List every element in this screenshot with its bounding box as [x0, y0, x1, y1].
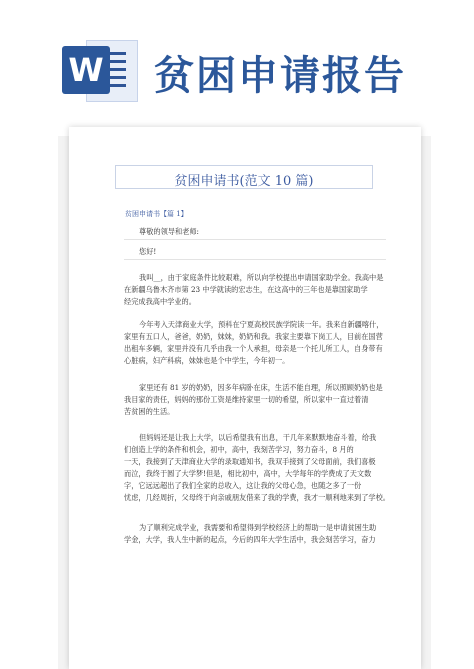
word-icon: [62, 38, 140, 102]
body-line: 心脏病，妇产科病，妹妹也是个中学生，今年初一。: [124, 356, 290, 365]
body-line: 我叫__，由于家庭条件比较艰难，所以向学校提出申请国家助学金。我高中是: [139, 273, 384, 282]
document-title: 贫困申请书(范文 10 篇): [174, 174, 314, 189]
body-line: 在新疆乌鲁木齐市第 23 中学就读的宏志生，在这高中的三年也是靠国家助学: [124, 285, 368, 294]
body-line: 字，它远远超出了我们全家的总收入，这让我的父母心急，也随之多了一份: [124, 481, 362, 490]
page-stack-left: [58, 136, 69, 669]
page-stack-right: [421, 136, 431, 669]
section-label: 贫困申请书【篇 1】: [125, 210, 188, 218]
body-line: 为了顺利完成学业，我需要和希望得到学校经济上的帮助一是申请贫困生助: [139, 523, 377, 532]
body-line: 而泣，我终于圆了大学梦!但是，相比初中，高中，大学每年的学费成了天文数: [124, 469, 372, 478]
document-title-box: [115, 165, 373, 189]
body-line: 出租车多辆，家里并没有几乎由我一个人承担，母亲是一个托儿所工人，自身带有: [124, 344, 383, 353]
body-line: 今年考入天津商业大学，预科在宁夏高校民族学院读一年。我来自新疆喀什，: [139, 320, 384, 329]
document-page: [69, 127, 421, 669]
greeting: 您好!: [139, 247, 157, 256]
salutation: 尊敬的领导和老师:: [139, 227, 199, 236]
word-letter-badge: W: [62, 46, 110, 94]
page-title: 贫困申请报告: [154, 53, 406, 99]
body-line: 一天，我接到了天津商业大学的录取通知书，我双手接到了父母面前，我们喜极: [124, 457, 376, 466]
body-line: 家里有五口人，爸爸，奶奶，妹妹，奶奶和我。我家主要靠下岗工人，目前在国营: [124, 332, 383, 341]
body-line: 苦贫困的生活。: [124, 407, 175, 416]
body-line: 家里还有 81 岁的奶奶，因多年病卧在床，生活不能自理，所以照顾奶奶也是: [139, 383, 383, 392]
body-line: 们创造上学的条件和机会，初中，高中，我刻苦学习，努力奋斗，8 月的: [124, 445, 354, 454]
body-line: 忧虑，几经周折，父母终于向亲戚朋友借来了我的学费，我才一顺利地来到了学校。: [124, 493, 390, 502]
body-line: 经完成我高中学业的。: [124, 297, 196, 306]
body-line: 但妈妈还是让我上大学，以后希望我有出息，干几年来默默地奋斗着，给我: [139, 433, 377, 442]
body-line: 学金，大学，我人生中新的起点，今后的四年大学生活中，我会刻苦学习，奋力: [124, 535, 376, 544]
header-banner: [0, 0, 474, 105]
body-line: 我目家的责任，妈妈的那份工资是维持家里一切的希望，所以家中一直过着清: [124, 395, 369, 404]
